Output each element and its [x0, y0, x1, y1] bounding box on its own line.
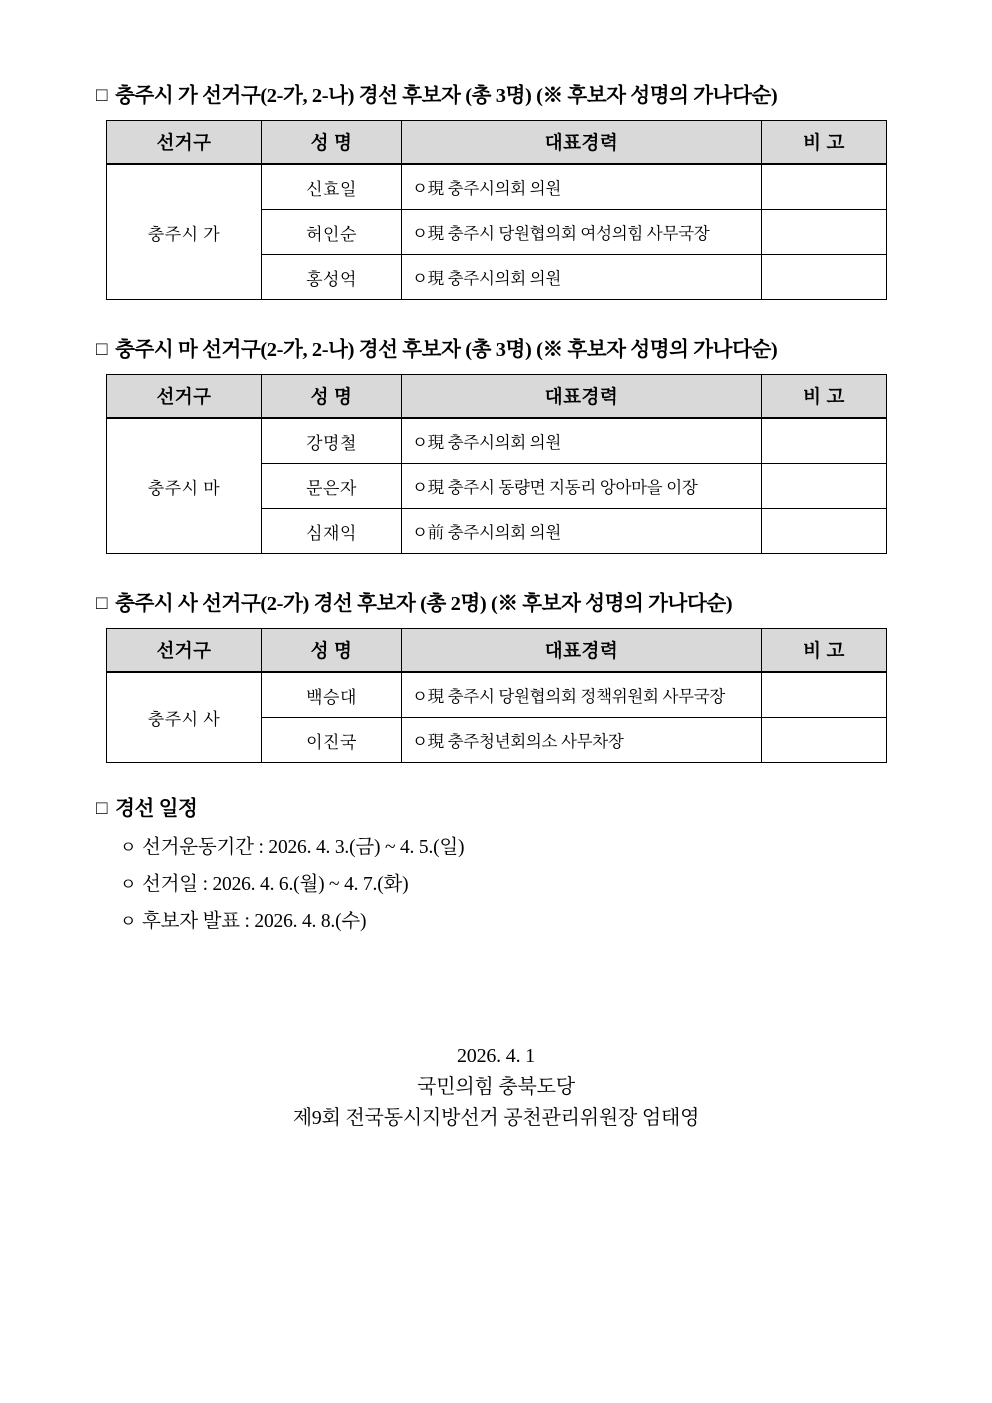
- table-header-row: [107, 121, 887, 165]
- document-footer: [96, 1041, 896, 1134]
- cell-note: [762, 718, 887, 763]
- cell-career: ㅇ現 충주시의회 의원: [402, 418, 762, 464]
- cell-name: 백승대: [262, 672, 402, 718]
- section-heading: [96, 78, 896, 108]
- schedule-item: [120, 905, 896, 933]
- cell-district: 충주시 가: [107, 164, 262, 300]
- bullet-glyph: ㅇ: [120, 838, 137, 857]
- column-header-career: 대표경력: [402, 375, 762, 419]
- schedule-heading: [96, 791, 896, 821]
- checkbox-glyph: □: [96, 593, 108, 614]
- section-district-sa: [96, 586, 896, 763]
- cell-name: 문은자: [262, 464, 402, 509]
- footer-signature: 제9회 전국동시지방선거 공천관리위원장 엄태영: [292, 1107, 700, 1129]
- column-header-note: 비 고: [762, 121, 887, 165]
- column-header-note: 비 고: [762, 375, 887, 419]
- cell-name: 이진국: [262, 718, 402, 763]
- schedule-item-text: 선거일 : 2026. 4. 6.(월) ~ 4. 7.(화): [142, 874, 409, 895]
- cell-career: ㅇ現 충주시의회 의원: [402, 255, 762, 300]
- candidate-table: [106, 374, 887, 554]
- cell-career: ㅇ現 충주시의회 의원: [402, 164, 762, 210]
- table-row: [107, 164, 887, 210]
- candidate-table: [106, 120, 887, 300]
- cell-career: ㅇ現 충주청년회의소 사무차장: [402, 718, 762, 763]
- cell-career: ㅇ現 충주시 동량면 지동리 앙아마을 이장: [402, 464, 762, 509]
- cell-name: 홍성억: [262, 255, 402, 300]
- candidate-table: [106, 628, 887, 763]
- cell-note: [762, 418, 887, 464]
- footer-date: 2026. 4. 1: [456, 1045, 535, 1067]
- bullet-glyph: ㅇ: [120, 875, 137, 894]
- cell-name: 신효일: [262, 164, 402, 210]
- column-header-career: 대표경력: [402, 121, 762, 165]
- schedule-item-text: 후보자 발표 : 2026. 4. 8.(수): [142, 911, 367, 932]
- section-heading: [96, 332, 896, 362]
- cell-note: [762, 164, 887, 210]
- column-header-name: 성 명: [262, 121, 402, 165]
- cell-note: [762, 464, 887, 509]
- section-heading-text: 충주시 가 선거구(2-가, 2-나) 경선 후보자 (총 3명) (※ 후보자 성명의 가나다순): [115, 85, 778, 107]
- section-district-ga: [96, 78, 896, 300]
- table-header-row: [107, 375, 887, 419]
- section-heading-text: 충주시 사 선거구(2-가) 경선 후보자 (총 2명) (※ 후보자 성명의 가나다순): [115, 593, 733, 615]
- bullet-glyph: ㅇ: [120, 912, 137, 931]
- cell-career: ㅇ前 충주시의회 의원: [402, 509, 762, 554]
- column-header-district: 선거구: [107, 121, 262, 165]
- footer-organization: 국민의힘 충북도당: [417, 1076, 575, 1098]
- section-heading: [96, 586, 896, 616]
- cell-career: ㅇ現 충주시 당원협의회 정책위원회 사무국장: [402, 672, 762, 718]
- cell-name: 허인순: [262, 210, 402, 255]
- cell-note: [762, 255, 887, 300]
- cell-name: 심재익: [262, 509, 402, 554]
- checkbox-glyph: □: [96, 85, 108, 106]
- column-header-district: 선거구: [107, 375, 262, 419]
- checkbox-glyph: □: [96, 339, 108, 360]
- table-row: [107, 418, 887, 464]
- section-district-ma: [96, 332, 896, 554]
- cell-note: [762, 509, 887, 554]
- column-header-name: 성 명: [262, 375, 402, 419]
- schedule-item: [120, 831, 896, 859]
- column-header-note: 비 고: [762, 629, 887, 673]
- schedule-item-text: 선거운동기간 : 2026. 4. 3.(금) ~ 4. 5.(일): [142, 837, 465, 858]
- table-header-row: [107, 629, 887, 673]
- column-header-district: 선거구: [107, 629, 262, 673]
- schedule-heading-text: 경선 일정: [115, 798, 198, 820]
- cell-district: 충주시 사: [107, 672, 262, 763]
- cell-name: 강명철: [262, 418, 402, 464]
- table-row: [107, 672, 887, 718]
- column-header-career: 대표경력: [402, 629, 762, 673]
- cell-note: [762, 672, 887, 718]
- cell-district: 충주시 마: [107, 418, 262, 554]
- schedule-item: [120, 868, 896, 896]
- checkbox-glyph: □: [96, 798, 108, 819]
- cell-note: [762, 210, 887, 255]
- section-schedule: [96, 791, 896, 933]
- column-header-name: 성 명: [262, 629, 402, 673]
- cell-career: ㅇ現 충주시 당원협의회 여성의힘 사무국장: [402, 210, 762, 255]
- section-heading-text: 충주시 마 선거구(2-가, 2-나) 경선 후보자 (총 3명) (※ 후보자 성명의 가나다순): [115, 339, 778, 361]
